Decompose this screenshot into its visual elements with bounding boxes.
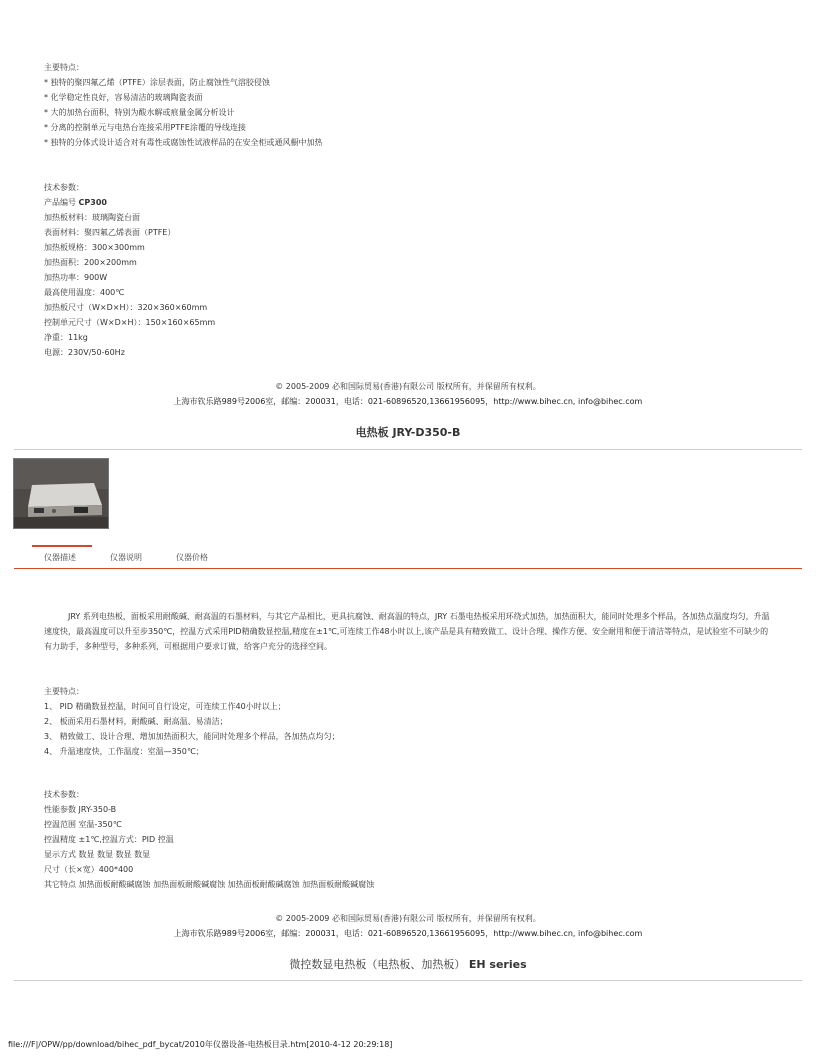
model-number: CP300 [78,198,107,207]
model-label: 产品编号 [44,198,76,207]
copyright: © 2005-2009 必和国际贸易(香港)有限公司 版权所有，并保留所有权利。 [275,914,541,923]
specs-list [44,802,374,892]
list-item: * 大的加热台面积，特别为酸水解或痕量金属分析设计 [44,108,235,117]
list-item: * 独特的聚四氟乙烯（PTFE）涂层表面，防止腐蚀性气溶胶侵蚀 [44,78,270,87]
product-title-prefix: 微控数显电热板（电热板、加热板） [289,958,466,971]
divider [14,980,802,981]
list-item: 3、 精致做工、设计合理、增加加热面积大，能同时处理多个样品，各加热点均匀； [44,732,340,741]
product-image [13,458,109,529]
tab-description[interactable]: 仪器描述 [44,553,76,562]
list-item: 2、 板面采用石墨材料，耐酸碱、耐高温、易清洁； [44,717,228,726]
contact-address: 上海市钦乐路989号2006室，邮编：200031，电话：021-60896520,13661956095，http://www.bihec.cn, info@bihec.com [173,397,643,406]
tab-active-indicator [32,545,92,547]
specs-title: 技术参数： [44,790,84,799]
list-item: 加热板材料：玻璃陶瓷台面 [44,213,140,222]
list-item: 显示方式 数显 数显 数显 数显 [44,850,151,859]
features-title: 主要特点： [44,63,84,72]
tab-underline [14,568,802,569]
product-title: 电热板 JRY-D350-B [355,426,461,439]
features-list [44,75,323,150]
divider [14,449,802,450]
list-item: 加热面积：200×200mm [44,258,137,267]
list-item: 最高使用温度：400℃ [44,288,125,297]
list-item: 其它特点 加热面板耐酸碱腐蚀 加热面板耐酸碱腐蚀 加热面板耐酸碱腐蚀 加热面板耐酸碱腐蚀 [44,880,375,889]
list-item: 1、 PID 精确数显控温，时间可自行设定，可连续工作40小时以上； [44,702,286,711]
list-item: * 化学稳定性良好，容易清洁的玻璃陶瓷表面 [44,93,203,102]
tab-instructions[interactable]: 仪器说明 [110,553,142,562]
list-item: 性能参数 JRY-350-B [44,805,117,814]
file-path-footer: file:///F|/OPW/pp/download/bihec_pdf_bycat/2010年仪器设备-电热板目录.htm[2010-4-12 20:29:18] [8,1040,393,1049]
list-item: 净重：11kg [44,333,88,342]
tab-price[interactable]: 仪器价格 [176,553,208,562]
specs-title: 技术参数： [44,183,84,192]
list-item: 尺寸（长×宽）400*400 [44,865,134,874]
product-description: JRY 系列电热板，面板采用耐酸碱、耐高温的石墨材料，与其它产品相比，更具抗腐蚀、耐高温的特点，JRY 石墨电热板采用环绕式加热，加热面积大，能同时处理多个样品，各加热点温度均匀，升温速度快，最高温度可以升至步350℃，控温方式采用PID精确数显控温,精度在±1℃,可连续工作48小时以上,该产品是具有精致做工、设计合理、操作方便、安全耐用和便于清洁等特点，是试验室不可缺少的有力助手，多种型号，多种系列，可根据用户要求订做，给客户充分的选择空间。 [44,612,770,651]
list-item: 表面材料：聚四氟乙烯表面（PTFE） [44,228,176,237]
list-item: 加热功率：900W [44,273,108,282]
product-title-series: EH series [468,958,527,971]
features-title: 主要特点： [44,687,84,696]
contact-address: 上海市钦乐路989号2006室，邮编：200031，电话：021-60896520,13661956095，http://www.bihec.cn, info@bihec.com [173,929,643,938]
list-item: 加热板规格：300×300mm [44,243,145,252]
product-title [0,956,816,972]
model-line [44,195,107,210]
list-item: 控制单元尺寸（W×D×H）：150×160×65mm [44,318,216,327]
list-item: 加热板尺寸（W×D×H）：320×360×60mm [44,303,208,312]
specs-list [44,210,215,360]
copyright: © 2005-2009 必和国际贸易(香港)有限公司 版权所有，并保留所有权利。 [275,382,541,391]
list-item: 电源：230V/50-60Hz [44,348,125,357]
list-item: * 独特的分体式设计适合对有毒性或腐蚀性试液样品的在安全柜或通风橱中加热 [44,138,323,147]
features-list [44,699,340,759]
list-item: 控温精度 ±1℃,控温方式：PID 控温 [44,835,174,844]
list-item: 4、 升温速度快，工作温度：室温—350℃； [44,747,204,756]
list-item: * 分离的控制单元与电热台连接采用PTFE涂覆的导线连接 [44,123,246,132]
list-item: 控温范围 室温-350℃ [44,820,122,829]
